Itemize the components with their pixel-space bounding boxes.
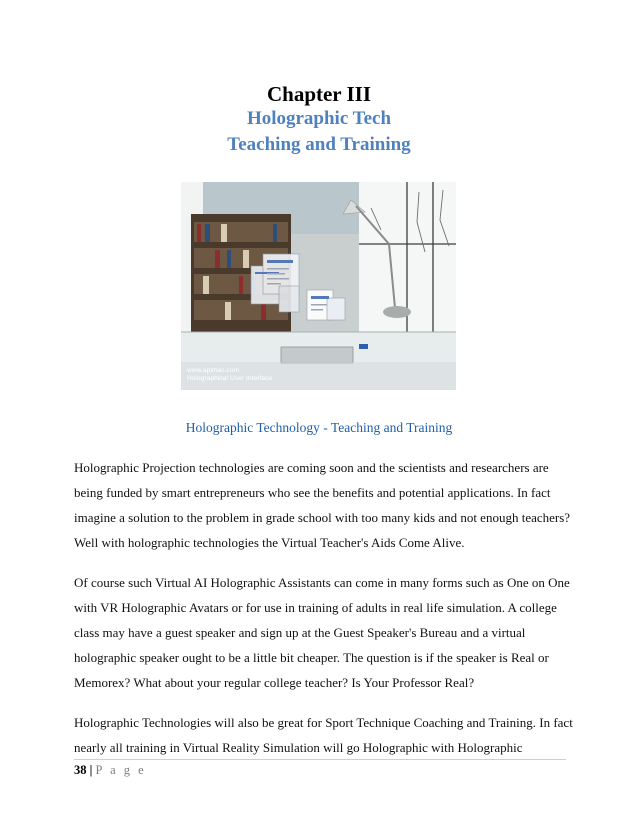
paragraph: Holographic Technologies will also be great for Sport Technique Coaching and Training. In fact nearly all training in Virtual Reality Simulation will go Holographic with Holographic xyxy=(74,715,573,755)
paragraph: Of course such Virtual AI Holographic Assistants can come in many forms such as One on One with VR Holographic Avatars or for use in training of adults in real life simulation. A college class may have a guest speaker and sign up at the Guest Speaker's Bureau and a virtual holographic speaker ought to be a little bit cheaper. The question is if the speaker is Real or Memorex? What about your regular college teacher? Is Your Professor Real? xyxy=(74,575,570,690)
chapter-subtitle-line2: Teaching and Training xyxy=(227,134,411,155)
chapter-subtitle-line1: Holographic Tech xyxy=(246,108,392,129)
footer-separator: | xyxy=(89,763,93,777)
chapter-title: Chapter III xyxy=(266,82,372,106)
page-number: 38 xyxy=(74,763,87,777)
figure-caption: Holographic Technology - Teaching and Training xyxy=(185,420,453,435)
paragraph: Holographic Projection technologies are coming soon and the scientists and researchers are being funded by smart entrepreneurs who see the benefits and potential applications. In fact imagine a solution to the problem in grade school with too many kids and not enough teachers? Well with holographic technologies the Virtual Teacher's Aids Come Alive. xyxy=(74,460,571,550)
page-label: P a g e xyxy=(95,763,147,777)
image-watermark-url: www.apimac.com xyxy=(187,367,239,374)
body-text xyxy=(74,455,574,775)
page-footer xyxy=(74,763,146,778)
footer-divider xyxy=(74,759,566,760)
image-watermark-caption: Holographical User Interface xyxy=(187,375,273,382)
holographic-office-photo xyxy=(181,182,456,390)
